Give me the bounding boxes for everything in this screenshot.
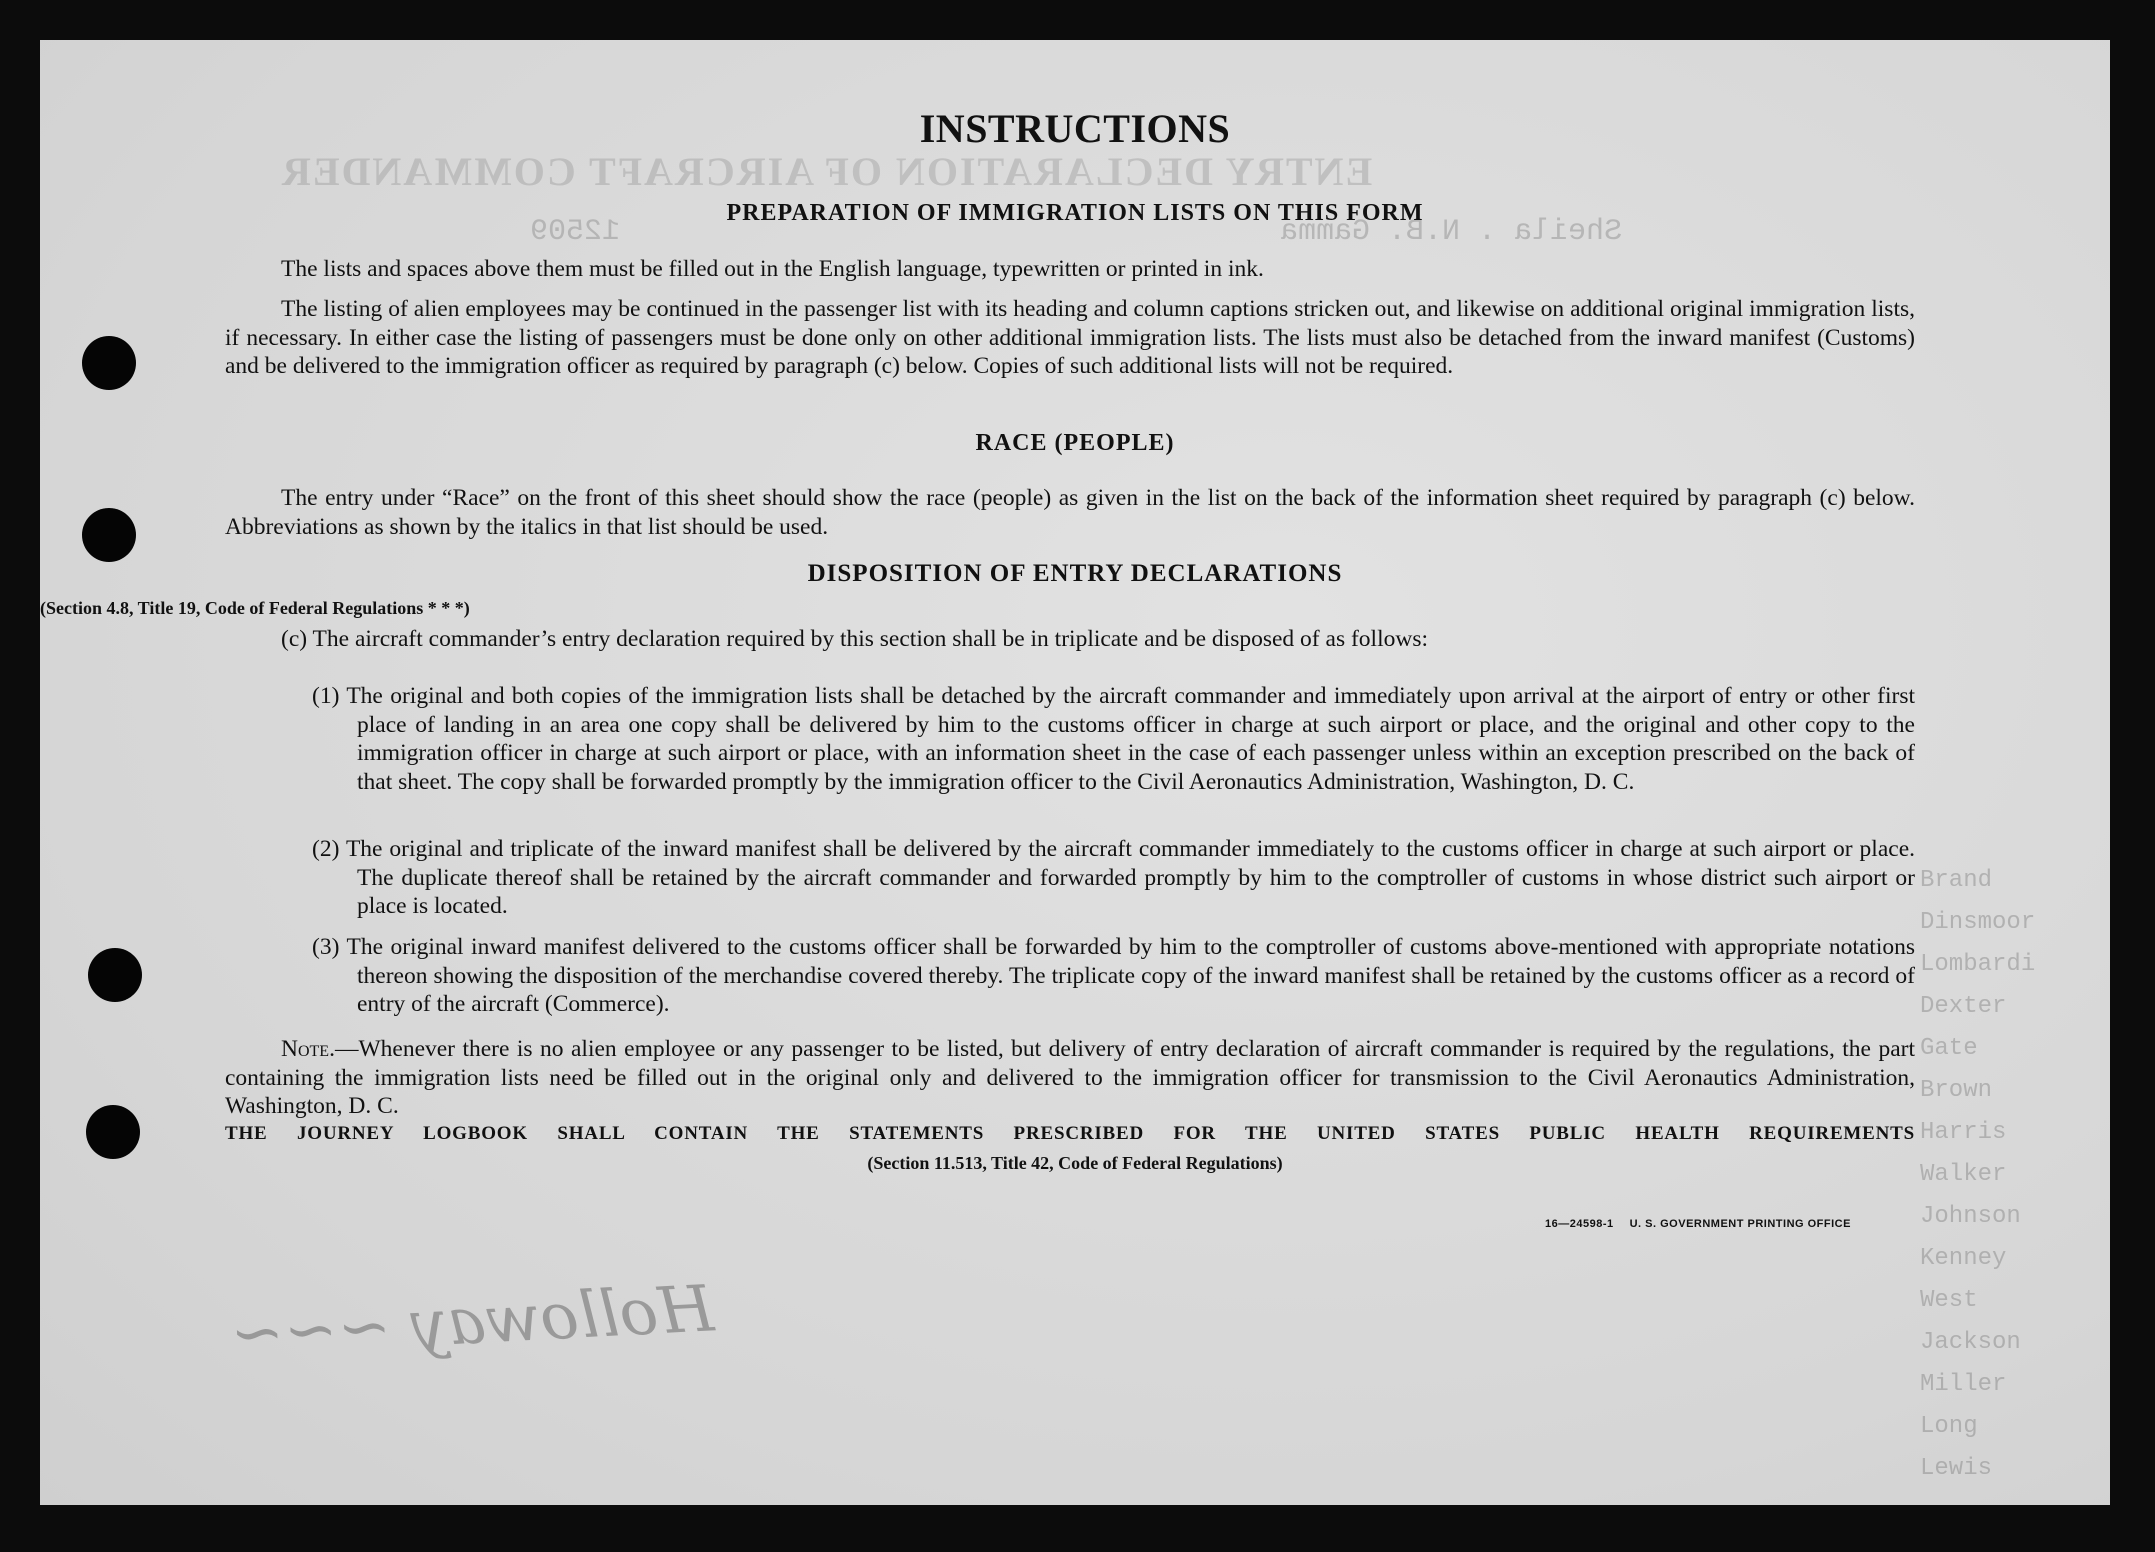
bleed-through-title: ENTRY DECLARATION OF AIRCRAFT COMMANDER — [280, 149, 1373, 194]
logbook-citation: (Section 11.513, Title 42, Code of Federal Regulations) — [867, 1153, 1283, 1173]
page-title: INSTRUCTIONS — [919, 106, 1231, 151]
bleed-through-column: Brand Dinsmoor Lombardi Dexter Gate Brown Harris Walker Johnson Kenney West Jackson Miller Long Lewis — [1920, 867, 2036, 1482]
bleed-through-number: 12509 — [530, 215, 621, 249]
paragraph-race: The entry under “Race” on the front of this sheet should show the race (people) as given in the list on the back of the information sheet required by paragraph (c) below. Abbreviations as shown by the italics in that list should be used. — [225, 485, 1915, 540]
section-heading-race: RACE (PEOPLE) — [975, 430, 1175, 456]
paragraph-language: The lists and spaces above them must be filled out in the English language, typewritten or printed in ink. — [281, 256, 1264, 282]
item-number: (1) — [312, 683, 340, 709]
printer-name: U. S. GOVERNMENT PRINTING OFFICE — [1629, 1218, 1851, 1230]
list-item — [312, 835, 1915, 921]
note-label: Note. — [281, 1036, 335, 1062]
document-page — [40, 40, 2110, 1505]
item-number: (2) — [312, 836, 340, 862]
paragraph-alien-employees: The listing of alien employees may be continued in the passenger list with its heading and column captions stricken out, and likewise on additional original immigration lists, if necessary. In either case the listing of passengers must be done only on other additional immigration lists. The lists must also be detached from the inward manifest (Customs) and be delivered to the immigration officer as required by paragraph (c) below. Copies of such additional lists will not be required. — [225, 296, 1915, 379]
list-item — [312, 682, 1915, 796]
item-text: The original and both copies of the immigration lists shall be detached by the aircraft commander and immediately upon arrival at the airport of entry or other first place of landing in an area one copy shall be delivered by him to the customs officer in charge at such airport or place, and the original and other copy to the immigration officer in charge at such airport or place, with an information sheet in the case of each passenger unless within an exception prescribed on the back of that sheet. The copy shall be forwarded promptly by the immigration officer to the Civil Aeronautics Administration, Washington, D. C. — [346, 683, 1915, 795]
disposition-citation: (Section 4.8, Title 19, Code of Federal Regulations * * *) — [40, 598, 470, 618]
list-item — [312, 933, 1915, 1019]
paragraph-c: (c) The aircraft commander’s entry declaration required by this section shall be in triplicate and be disposed of as follows: — [281, 626, 1428, 652]
printer-imprint — [1545, 1218, 1851, 1230]
logbook-statement: THE JOURNEY LOGBOOK SHALL CONTAIN THE STATEMENTS PRESCRIBED FOR THE UNITED STATES PUBLIC HEALTH REQUIREMENTS — [225, 1123, 1915, 1144]
form-number: 16—24598-1 — [1545, 1218, 1614, 1230]
section-heading-disposition: DISPOSITION OF ENTRY DECLARATIONS — [807, 560, 1343, 587]
item-text: The original and triplicate of the inward manifest shall be delivered by the aircraft commander immediately to the customs officer in charge at such airport or place. The duplicate thereof shall be retained by the aircraft commander and forwarded promptly by him to the comptroller of customs in whose district such airport or place is located. — [345, 836, 1915, 919]
item-number: (3) — [312, 934, 340, 960]
note-text: —Whenever there is no alien employee or any passenger to be listed, but delivery of entry declaration of aircraft commander is required by the regulations, the part containing the immigration lists need be filled out in the original only and delivered to the immigration officer for transmission to the Civil Aeronautics Administration, Washington, D. C. — [225, 1036, 1915, 1119]
note-paragraph — [225, 1035, 1915, 1121]
item-text: The original inward manifest delivered to the customs officer shall be forwarded by him to the comptroller of customs above-mentioned with appropriate notations thereon showing the disposition of the merchandise covered thereby. The triplicate copy of the inward manifest shall be retained by the customs officer as a record of entry of the aircraft (Commerce). — [346, 934, 1915, 1017]
section-heading-preparation: PREPARATION OF IMMIGRATION LISTS ON THIS FORM — [726, 200, 1424, 226]
bleed-through-name: Sheila . N.B. Gamma — [1280, 215, 1623, 249]
bleed-through-signature: Holloway ~~~ — [228, 1272, 716, 1372]
